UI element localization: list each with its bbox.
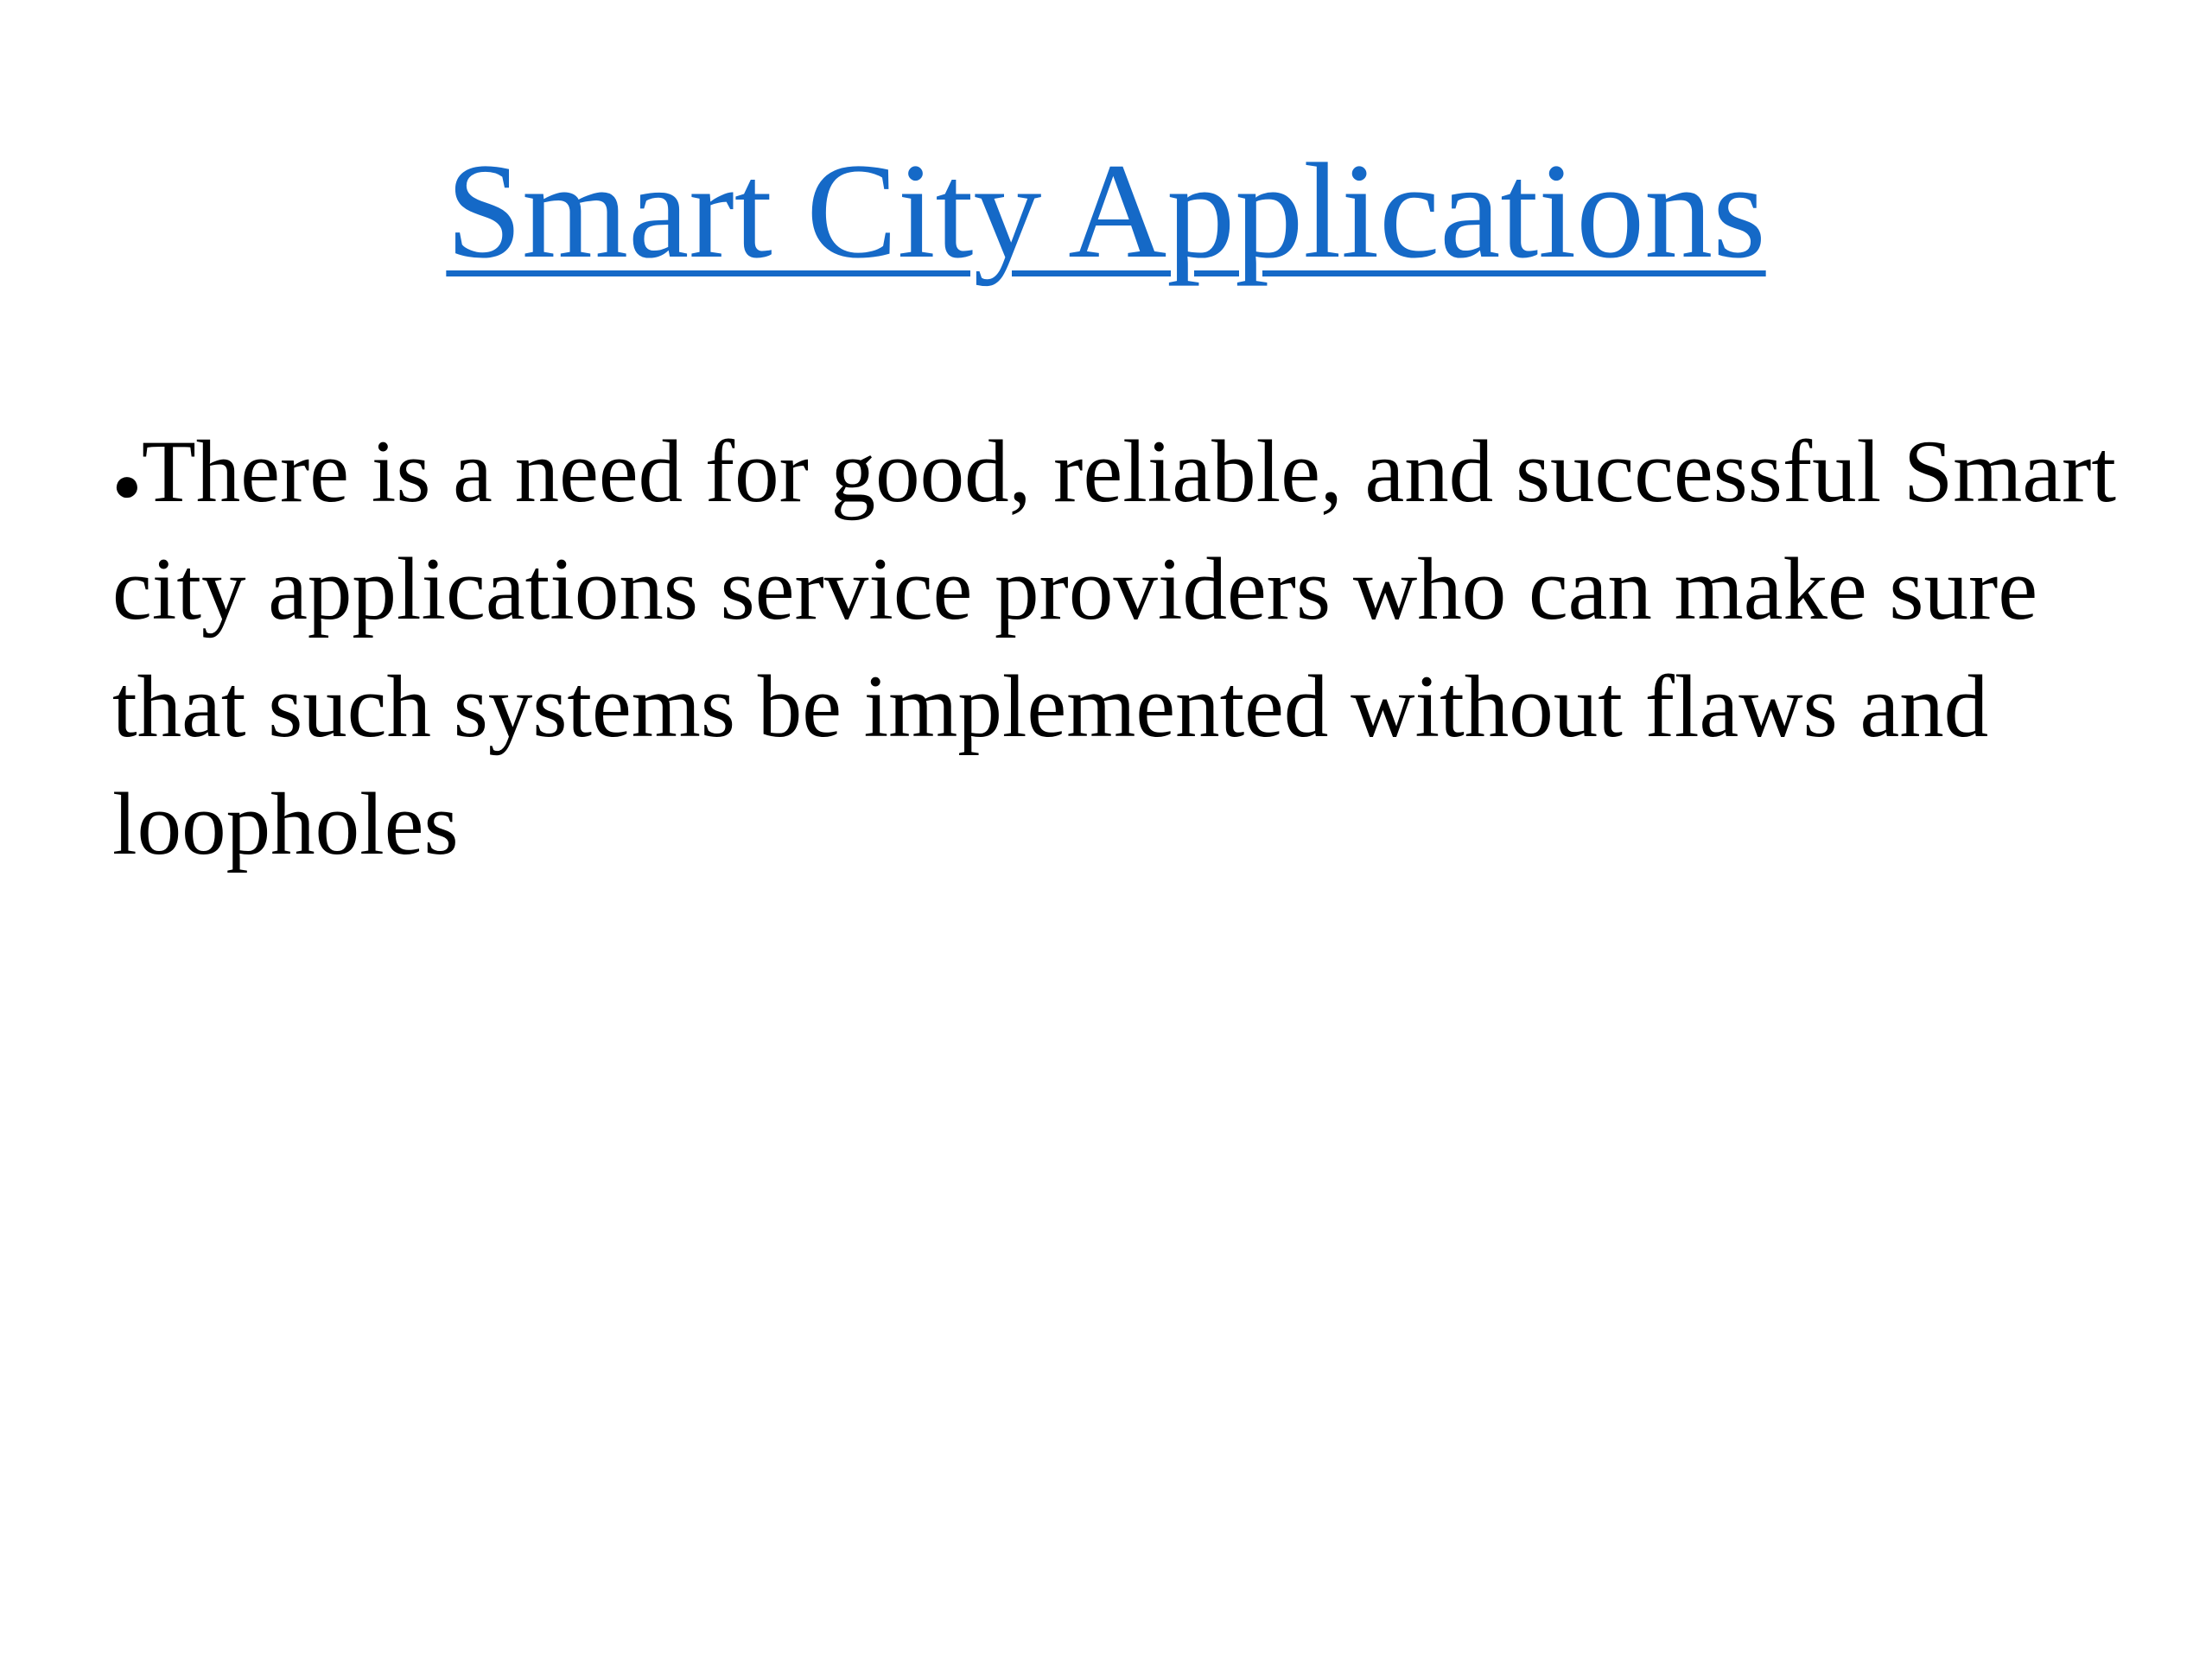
bullet-marker: ● xyxy=(112,459,142,512)
bullet-text: There is a need for good, reliable, and successful Smart city applications service providers who can make sure that such systems be implemented without flaws and loopholes xyxy=(112,422,2117,873)
bullet-item xyxy=(112,413,2126,883)
bullet-list xyxy=(112,413,2126,883)
slide-title: Smart City Applications xyxy=(446,136,1766,287)
